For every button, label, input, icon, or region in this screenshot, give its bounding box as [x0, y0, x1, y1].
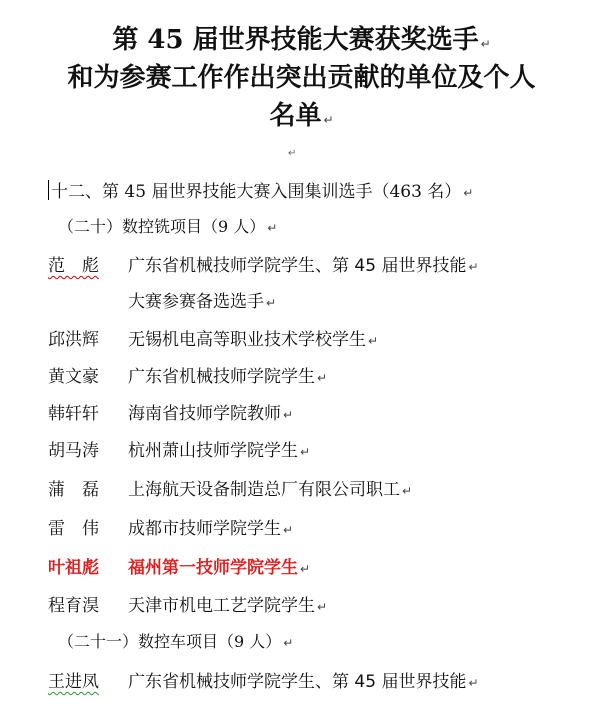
entry-name: 王进凤	[48, 672, 99, 692]
subsection-heading-1[interactable]	[58, 215, 277, 240]
entry-cont-text: 大赛参赛备选选手	[128, 292, 264, 312]
entry-name: 范 彪	[48, 256, 99, 276]
paragraph-mark-icon: ↵	[283, 636, 294, 650]
entry-name: 韩轩轩	[48, 404, 99, 424]
paragraph-mark-icon: ↵	[283, 523, 294, 537]
paragraph-mark-icon: ↵	[300, 445, 311, 459]
paragraph-mark-icon: ↵	[480, 37, 491, 51]
title-line-1	[0, 24, 603, 60]
entry-desc: 无锡机电高等职业技术学校学生	[128, 330, 366, 350]
paragraph-mark-icon: ↵	[323, 113, 334, 127]
entry-desc: 杭州萧山技师学院学生	[128, 441, 298, 461]
subsection-heading-1-text: （二十）数控铣项目（9 人）	[58, 217, 266, 236]
entry-continuation[interactable]	[128, 288, 276, 317]
list-item[interactable]	[48, 668, 479, 696]
entry-name: 程育淏	[48, 596, 99, 616]
list-item[interactable]	[48, 437, 310, 465]
list-item[interactable]	[48, 326, 378, 354]
entry-desc: 成都市技师学院学生	[128, 519, 281, 539]
entry-desc: 广东省机械技师学院学生	[128, 367, 315, 387]
paragraph-mark-icon: ↵	[317, 371, 328, 385]
paragraph-mark-icon: ↵	[317, 600, 328, 614]
paragraph-mark-icon: ↵	[463, 186, 474, 200]
section-heading[interactable]	[48, 180, 473, 205]
entry-name: 邱洪辉	[48, 330, 99, 350]
list-item[interactable]	[48, 252, 479, 280]
title-line-2	[0, 62, 603, 94]
section-heading-text: 十二、第 45 届世界技能大赛入围集训选手（463 名）	[51, 182, 462, 202]
text-cursor-icon	[48, 180, 49, 200]
subsection-heading-2-text: （二十一）数控车项目（9 人）	[58, 632, 282, 651]
paragraph-mark-icon: ↵	[283, 408, 294, 422]
paragraph-mark-icon: ↵	[300, 562, 311, 576]
title-line-3-text: 名单	[269, 101, 322, 131]
title-line-3	[0, 100, 603, 136]
entry-desc: 海南省技师学院教师	[128, 404, 281, 424]
paragraph-mark-icon: ↵	[468, 260, 479, 274]
paragraph-mark-icon: ↵	[266, 296, 277, 310]
list-item[interactable]	[48, 515, 293, 543]
entry-name: 雷 伟	[48, 519, 99, 539]
paragraph-mark-icon: ↵	[402, 484, 413, 498]
paragraph-mark-icon: ↵	[468, 676, 479, 690]
entry-desc: 广东省机械技师学院学生、第 45 届世界技能	[128, 256, 467, 276]
entry-desc: 天津市机电工艺学院学生	[128, 596, 315, 616]
title-line-2-text: 和为参赛工作作出突出贡献的单位及个人	[67, 63, 536, 93]
paragraph-mark-icon: ↵	[368, 334, 379, 348]
entry-desc: 福州第一技师学院学生	[128, 558, 298, 578]
list-item-highlighted[interactable]	[48, 554, 310, 582]
paragraph-mark-icon: ↵	[288, 148, 297, 159]
entry-name: 蒲 磊	[48, 480, 99, 500]
list-item[interactable]	[48, 363, 327, 391]
entry-name: 黄文豪	[48, 367, 99, 387]
entry-desc: 上海航天设备制造总厂有限公司职工	[128, 480, 400, 500]
paragraph-mark-icon: ↵	[267, 221, 278, 235]
list-item[interactable]	[48, 400, 293, 428]
title-line-1-text: 第 45 届世界技能大赛获奖选手	[112, 25, 479, 55]
list-item[interactable]	[48, 476, 412, 504]
list-item[interactable]	[48, 592, 327, 620]
subsection-heading-2[interactable]	[58, 630, 293, 655]
entry-name: 叶祖彪	[48, 558, 99, 578]
entry-desc: 广东省机械技师学院学生、第 45 届世界技能	[128, 672, 467, 692]
entry-name: 胡马涛	[48, 441, 99, 461]
